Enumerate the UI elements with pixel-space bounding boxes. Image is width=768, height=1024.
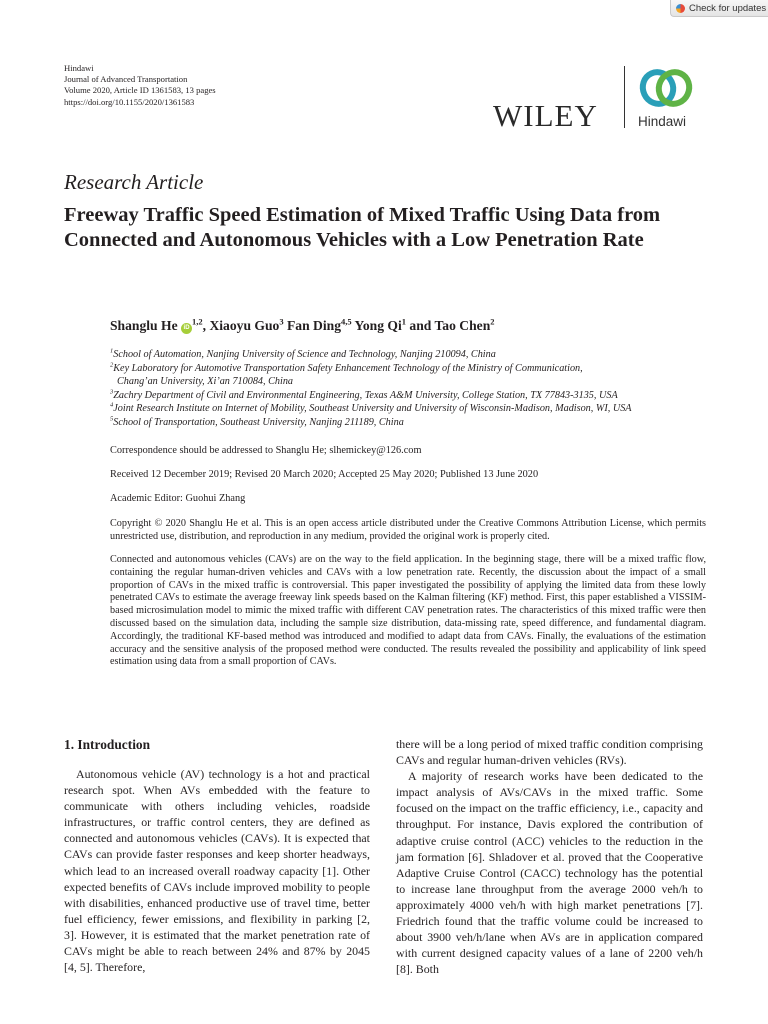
author-affil-sup: 1 (401, 316, 406, 327)
affiliation-item: $^2$Key Laboratory for Automotive Transportation Safety Enhancement Technology of the Ministry of Communication, (110, 361, 583, 374)
correspondence: Correspondence should be addressed to Shanglu He; slhemickey@126.com (110, 445, 422, 456)
wiley-logo: WILEY (493, 98, 598, 133)
author-affil-sup: 3 (279, 316, 284, 327)
publication-dates: Received 12 December 2019; Revised 20 March 2020; Accepted 25 May 2020; Published 13 June 2020 (110, 469, 539, 480)
journal-name: Journal of Advanced Transportation (64, 74, 188, 85)
section-heading: 1. Introduction (64, 737, 151, 752)
author-name[interactable]: Fan Ding (286, 318, 341, 333)
check-for-updates-button[interactable] (670, 0, 768, 17)
orcid-icon[interactable]: iD (181, 323, 192, 334)
affiliation-item: $^1$School of Automation, Nanjing University of Science and Technology, Nanjing 210094, China (110, 347, 496, 360)
affiliation-item: $^5$School of Transportation, Southeast University, Nanjing 211189, China (110, 415, 404, 428)
crossmark-icon (676, 4, 685, 13)
check-for-updates-label: Check for updates (689, 2, 767, 14)
author-list: Shanglu He iD$^{1,2}$, Xiaoyu Guo$^3$ Fan Ding$^{4,5}$ Yong Qi$^1$ and Tao Chen$^2$ (110, 316, 495, 333)
author-name[interactable]: Yong Qi (354, 318, 402, 333)
hindawi-logo-icon (637, 66, 695, 112)
affiliation-item: $^4$Joint Research Institute on Internet of Mobility, Southeast University and University of Wisconsin-Madison, Madison, WI, USA (110, 401, 632, 415)
author-affil-sup: 4,5 (341, 316, 352, 327)
author-name[interactable]: Shanglu He (110, 318, 178, 333)
paragraph: Autonomous vehicle (AV) technology is a hot and practical research spot. When AVs embedded with the feature to communicate with others including vehicles, roadside infrastructures, or traffic control centers, they are defined as connected and autonomous vehicles (CAVs). It is expected that CAVs can provide faster responses and keep shorter headways, which lead to an increased overall roadway capacity [1]. Other expected benefits of CAVs include improved mobility to people with disabilities, enhanced productive use of travel time, better fuel efficiency, fewer emissions, and flexibility in parking [2, 3]. However, it is estimated that the market penetration rate of CAVs might be able to reach between 24% and 87% by 2045 [4, 5]. Therefore, (64, 767, 370, 975)
paragraph: A majority of research works have been dedicated to the impact analysis of AVs/CAVs in the mixed traffic. Some focused on the impact on the traffic efficiency, i.e., capacity and throughput. For instance, Davis explored the contribution of adaptive cruise control (ACC) vehicles to the reduction in the jam formation [6]. Shladover et al. proved that the Cooperative Adaptive Cruise Control (CACC) technology has the potential to increase lane throughput from the average 2000 veh/h to approximately 4000 veh/h with high market penetrations [7]. Friedrich found that the traffic volume could be increased to about 3900 veh/h/lane when AVs are in application compared with current designed capacity values of a lane of 2200 veh/h [8]. Both (396, 769, 703, 977)
doi-link[interactable]: https://doi.org/10.1155/2020/1361583 (64, 96, 195, 107)
publisher-name: Hindawi (64, 63, 94, 73)
paragraph: there will be a long period of mixed traffic condition comprising CAVs and regular human-driven vehicles (RVs). (396, 737, 703, 768)
author-name[interactable]: Xiaoyu Guo (209, 318, 280, 333)
copyright-notice: Copyright © 2020 Shanglu He et al. This is an open access article distributed under the Creative Commons Attribution License, which permits unrestricted use, distribution, and reproduction in any medium, provided the original work is properly cited. (110, 518, 706, 543)
volume-info: Volume 2020, Article ID 1361583, 13 pages (64, 85, 216, 96)
article-type: Research Article (64, 170, 204, 194)
academic-editor: Academic Editor: Guohui Zhang (110, 493, 246, 504)
body-column-right (396, 736, 703, 977)
abstract: Connected and autonomous vehicles (CAVs) are on the way to the field application. In the beginning stage, there will be a mixed traffic flow, containing the regular human-driven vehicles and CAVs with a low penetration rate. Recently, the discussion about the impact of a small proportion of CAVs in the mixed traffic is controversial. This paper investigated the possibility of applying the limited data from these lowly penetrated CAVs to estimate the average freeway link speeds based on the Kalman filtering (KF) method. First, this paper established a VISSIM-based microsimulation model to mimic the mixed traffic with different CAV penetration rates. The characteristics of this mixed traffic were then discussed based on the simulation data, including the sample size distribution, data-missing rate, speed difference, and fundamental diagram. Accordingly, the traditional KF-based method was introduced and modified to adapt data from CAVs. Finally, the evaluations of the estimation accuracy and the sensitive analysis of the proposed method were conducted. The results revealed the possibility and applicability of link speed estimation using data from a small proportion of CAVs. (110, 554, 706, 668)
body-column-left (64, 766, 370, 975)
affiliation-item: $^3$Zachry Department of Civil and Environmental Engineering, Texas A&M University, College Station, TX 77843-3135, USA (110, 388, 618, 401)
article-title: Freeway Traffic Speed Estimation of Mixed Traffic Using Data from Connected and Autonomous Vehicles with a Low Penetration Rate (64, 204, 661, 252)
author-name[interactable]: Tao Chen (434, 318, 491, 333)
logo-divider (624, 66, 625, 128)
affiliation-item: Chang’an University, Xi’an 710084, China (117, 376, 294, 388)
author-affil-sup: 1,2 (192, 316, 203, 327)
affiliations (110, 348, 730, 430)
journal-meta (64, 63, 216, 108)
author-affil-sup: 2 (490, 316, 495, 327)
hindawi-logo-text: Hindawi (638, 114, 687, 129)
